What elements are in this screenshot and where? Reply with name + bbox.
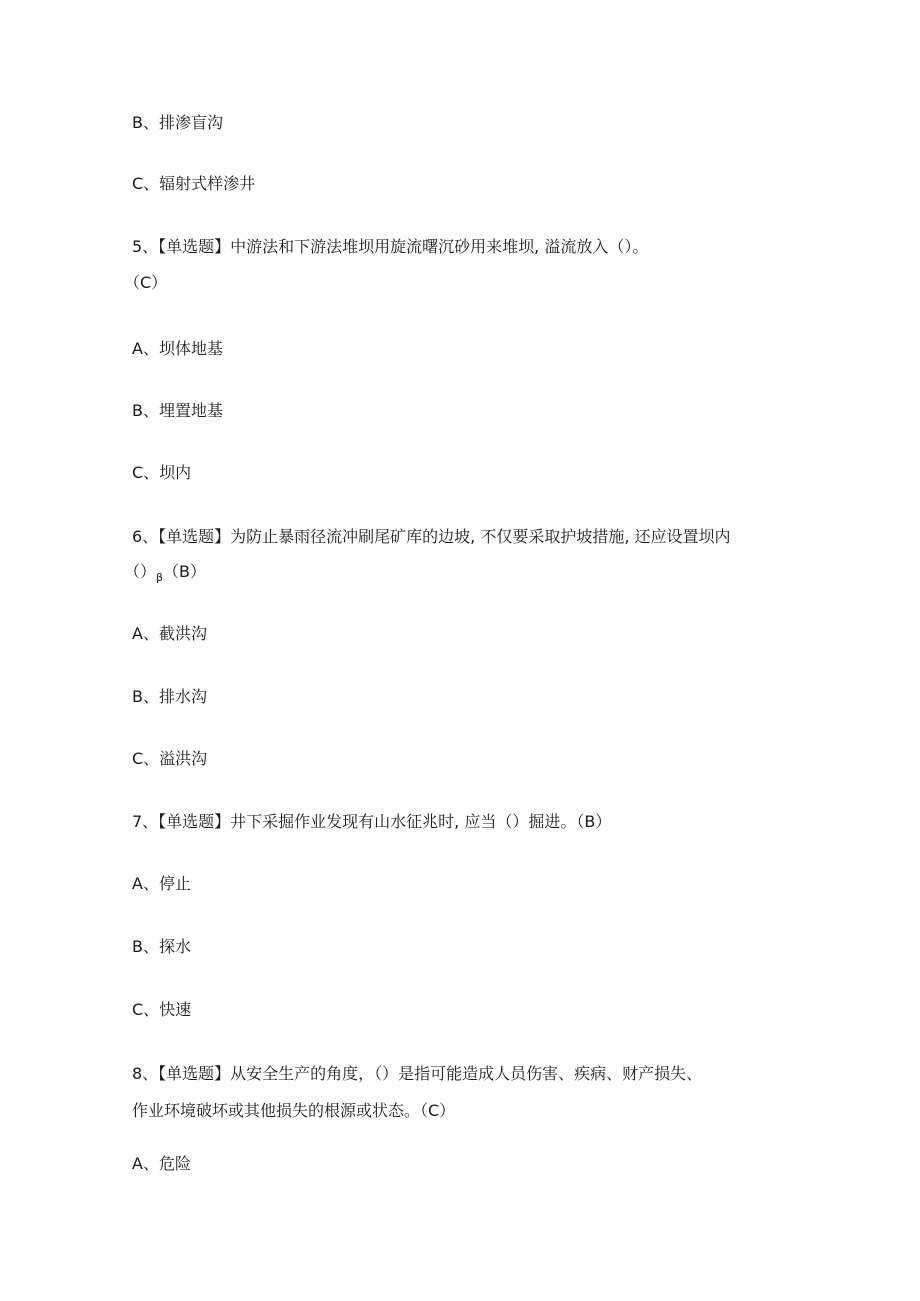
q5-option-a: A、坝体地基	[132, 339, 223, 358]
q8-stem-line2: 作业环境破坏或其他损失的根源或状态。（C）	[132, 1101, 456, 1120]
q4-option-c: C、辐射式样渗井	[132, 174, 256, 193]
q6-stem: 6、【单选题】为防止暴雨径流冲刷尾矿库的边坡, 不仅要采取护坡措施, 还应设置坝内	[132, 527, 731, 546]
q7-option-c: C、快速	[132, 1000, 192, 1019]
q5-option-c: C、坝内	[132, 463, 192, 482]
q6-option-a: A、截洪沟	[132, 624, 207, 643]
q6-answer	[124, 562, 206, 588]
q5-stem: 5、【单选题】中游法和下游法堆坝用旋流曙沉砂用来堆坝, 溢流放入（）。	[132, 237, 649, 256]
q8-option-a: A、危险	[132, 1154, 191, 1173]
q5-answer: （C）	[124, 273, 168, 292]
q6-answer-prefix: （）	[124, 562, 157, 581]
q5-option-b: B、埋置地基	[132, 401, 223, 420]
q6-option-b: B、排水沟	[132, 687, 207, 706]
q6-option-c: C、溢洪沟	[132, 749, 208, 768]
q6-answer-suffix: （B）	[163, 562, 207, 581]
q7-stem: 7、【单选题】井下采掘作业发现有山水征兆时, 应当（）掘进。（B）	[132, 812, 612, 831]
q4-option-b: B、排渗盲沟	[132, 113, 223, 132]
q8-stem-line1: 8、【单选题】从安全生产的角度，（）是指可能造成人员伤害、疾病、财产损失、	[132, 1064, 703, 1083]
q6-answer-sub: β	[156, 571, 164, 584]
q7-option-a: A、停止	[132, 874, 191, 893]
q7-option-b: B、探水	[132, 937, 191, 956]
